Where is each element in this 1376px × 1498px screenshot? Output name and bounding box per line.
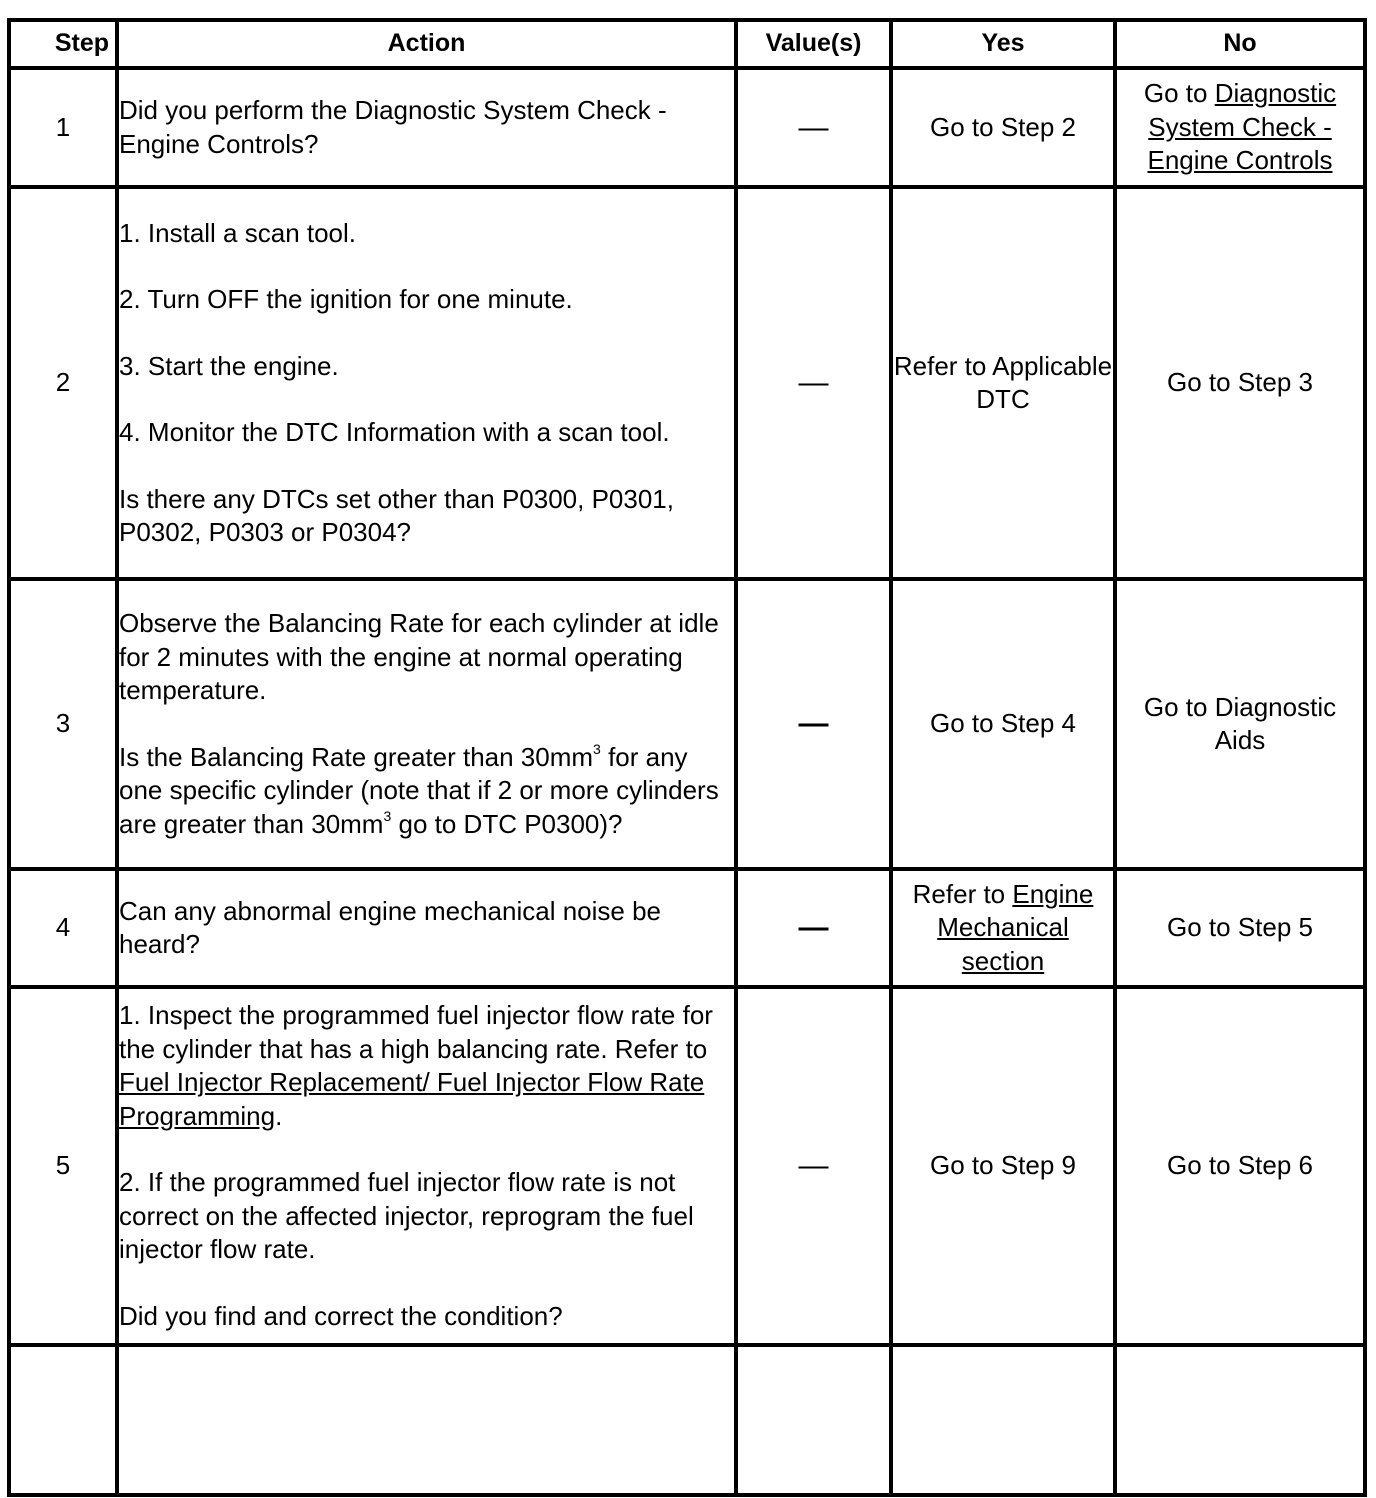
action-text: 1. Install a scan tool. xyxy=(119,217,357,248)
fuel-injector-replacement-link[interactable]: Fuel Injector Replacement/ Fuel Injector Flow Rate Programming xyxy=(119,1067,705,1131)
no-cell xyxy=(1115,68,1365,187)
table-row-step-4 xyxy=(9,869,1365,987)
step-number: 3 xyxy=(9,579,117,869)
header-no: No xyxy=(1115,20,1365,68)
header-action: Action xyxy=(117,20,736,68)
value-cell: — xyxy=(736,869,891,987)
action-cell xyxy=(117,579,736,869)
action-text-part: go to DTC P0300)? xyxy=(391,808,623,839)
yes-cell: Refer to Applicable DTC xyxy=(891,187,1115,579)
action-cell xyxy=(117,869,736,987)
action-text: 2. Turn OFF the ignition for one minute. xyxy=(119,284,573,314)
empty-cell xyxy=(117,1345,736,1495)
table-row-step-1 xyxy=(9,68,1365,187)
action-text: Can any abnormal engine mechanical noise be heard? xyxy=(119,895,662,959)
action-text: 3. Start the engine. xyxy=(119,350,339,381)
action-text: 4. Monitor the DTC Information with a scan tool. xyxy=(119,417,670,447)
diagnostic-table xyxy=(7,18,1367,1497)
no-cell: Go to Diagnostic Aids xyxy=(1115,579,1365,869)
action-text-part: 1. Inspect the programmed fuel injector flow rate for the cylinder that has a high balancing rate. Refer to xyxy=(119,1000,713,1064)
action-text: Is there any DTCs set other than P0300, P0301, P0302, P0303 or P0304? xyxy=(119,483,674,547)
yes-cell: Go to Step 2 xyxy=(891,68,1115,187)
no-prefix: Go to xyxy=(1143,78,1215,109)
action-text-part: for any one specific cylinder (note that if 2 or more cylinders are greater than 30mm xyxy=(119,741,719,839)
superscript: 3 xyxy=(383,807,392,824)
header-row xyxy=(9,20,1365,68)
no-cell: Go to Step 6 xyxy=(1115,987,1365,1345)
step-number: 2 xyxy=(9,187,117,579)
empty-cell xyxy=(736,1345,891,1495)
no-cell: Go to Step 3 xyxy=(1115,187,1365,579)
action-cell xyxy=(117,987,736,1345)
value-cell: — xyxy=(736,579,891,869)
yes-prefix: Refer to xyxy=(912,878,1013,909)
header-yes: Yes xyxy=(891,20,1115,68)
value-cell: — xyxy=(736,987,891,1345)
step-number: 4 xyxy=(9,869,117,987)
table-row-step-2 xyxy=(9,187,1365,579)
action-cell xyxy=(117,68,736,187)
no-cell: Go to Step 5 xyxy=(1115,869,1365,987)
action-text: Did you find and correct the condition? xyxy=(119,1300,563,1331)
diagnostic-system-check-link[interactable]: Diagnostic System Check - Engine Controls xyxy=(1147,78,1337,176)
superscript: 3 xyxy=(593,740,601,757)
value-cell: — xyxy=(736,187,891,579)
table-row-empty xyxy=(9,1345,1365,1495)
step-number: 5 xyxy=(9,987,117,1345)
empty-cell xyxy=(891,1345,1115,1495)
step-number: 1 xyxy=(9,68,117,187)
table-row-step-5 xyxy=(9,987,1365,1345)
empty-cell xyxy=(1115,1345,1365,1495)
empty-cell xyxy=(9,1345,117,1495)
action-text-part: Is the Balancing Rate greater than 30mm xyxy=(119,741,594,772)
action-text-part: . xyxy=(275,1100,283,1131)
action-text xyxy=(119,741,734,842)
yes-cell: Go to Step 4 xyxy=(891,579,1115,869)
yes-cell: Go to Step 9 xyxy=(891,987,1115,1345)
action-text: Observe the Balancing Rate for each cylinder at idle for 2 minutes with the engine at normal operating temperature. xyxy=(119,608,719,705)
yes-cell xyxy=(891,869,1115,987)
header-step: Step xyxy=(9,20,117,68)
action-cell xyxy=(117,187,736,579)
header-values: Value(s) xyxy=(736,20,891,68)
value-cell: — xyxy=(736,68,891,187)
table-row-step-3 xyxy=(9,579,1365,869)
action-text xyxy=(119,999,734,1133)
action-text: 2. If the programmed fuel injector flow rate is not correct on the affected injector, reprogram the fuel injector flow rate. xyxy=(119,1167,694,1264)
action-text: Did you perform the Diagnostic System Check - Engine Controls? xyxy=(119,95,667,159)
engine-mechanical-link[interactable]: Engine Mechanical section xyxy=(937,878,1094,976)
